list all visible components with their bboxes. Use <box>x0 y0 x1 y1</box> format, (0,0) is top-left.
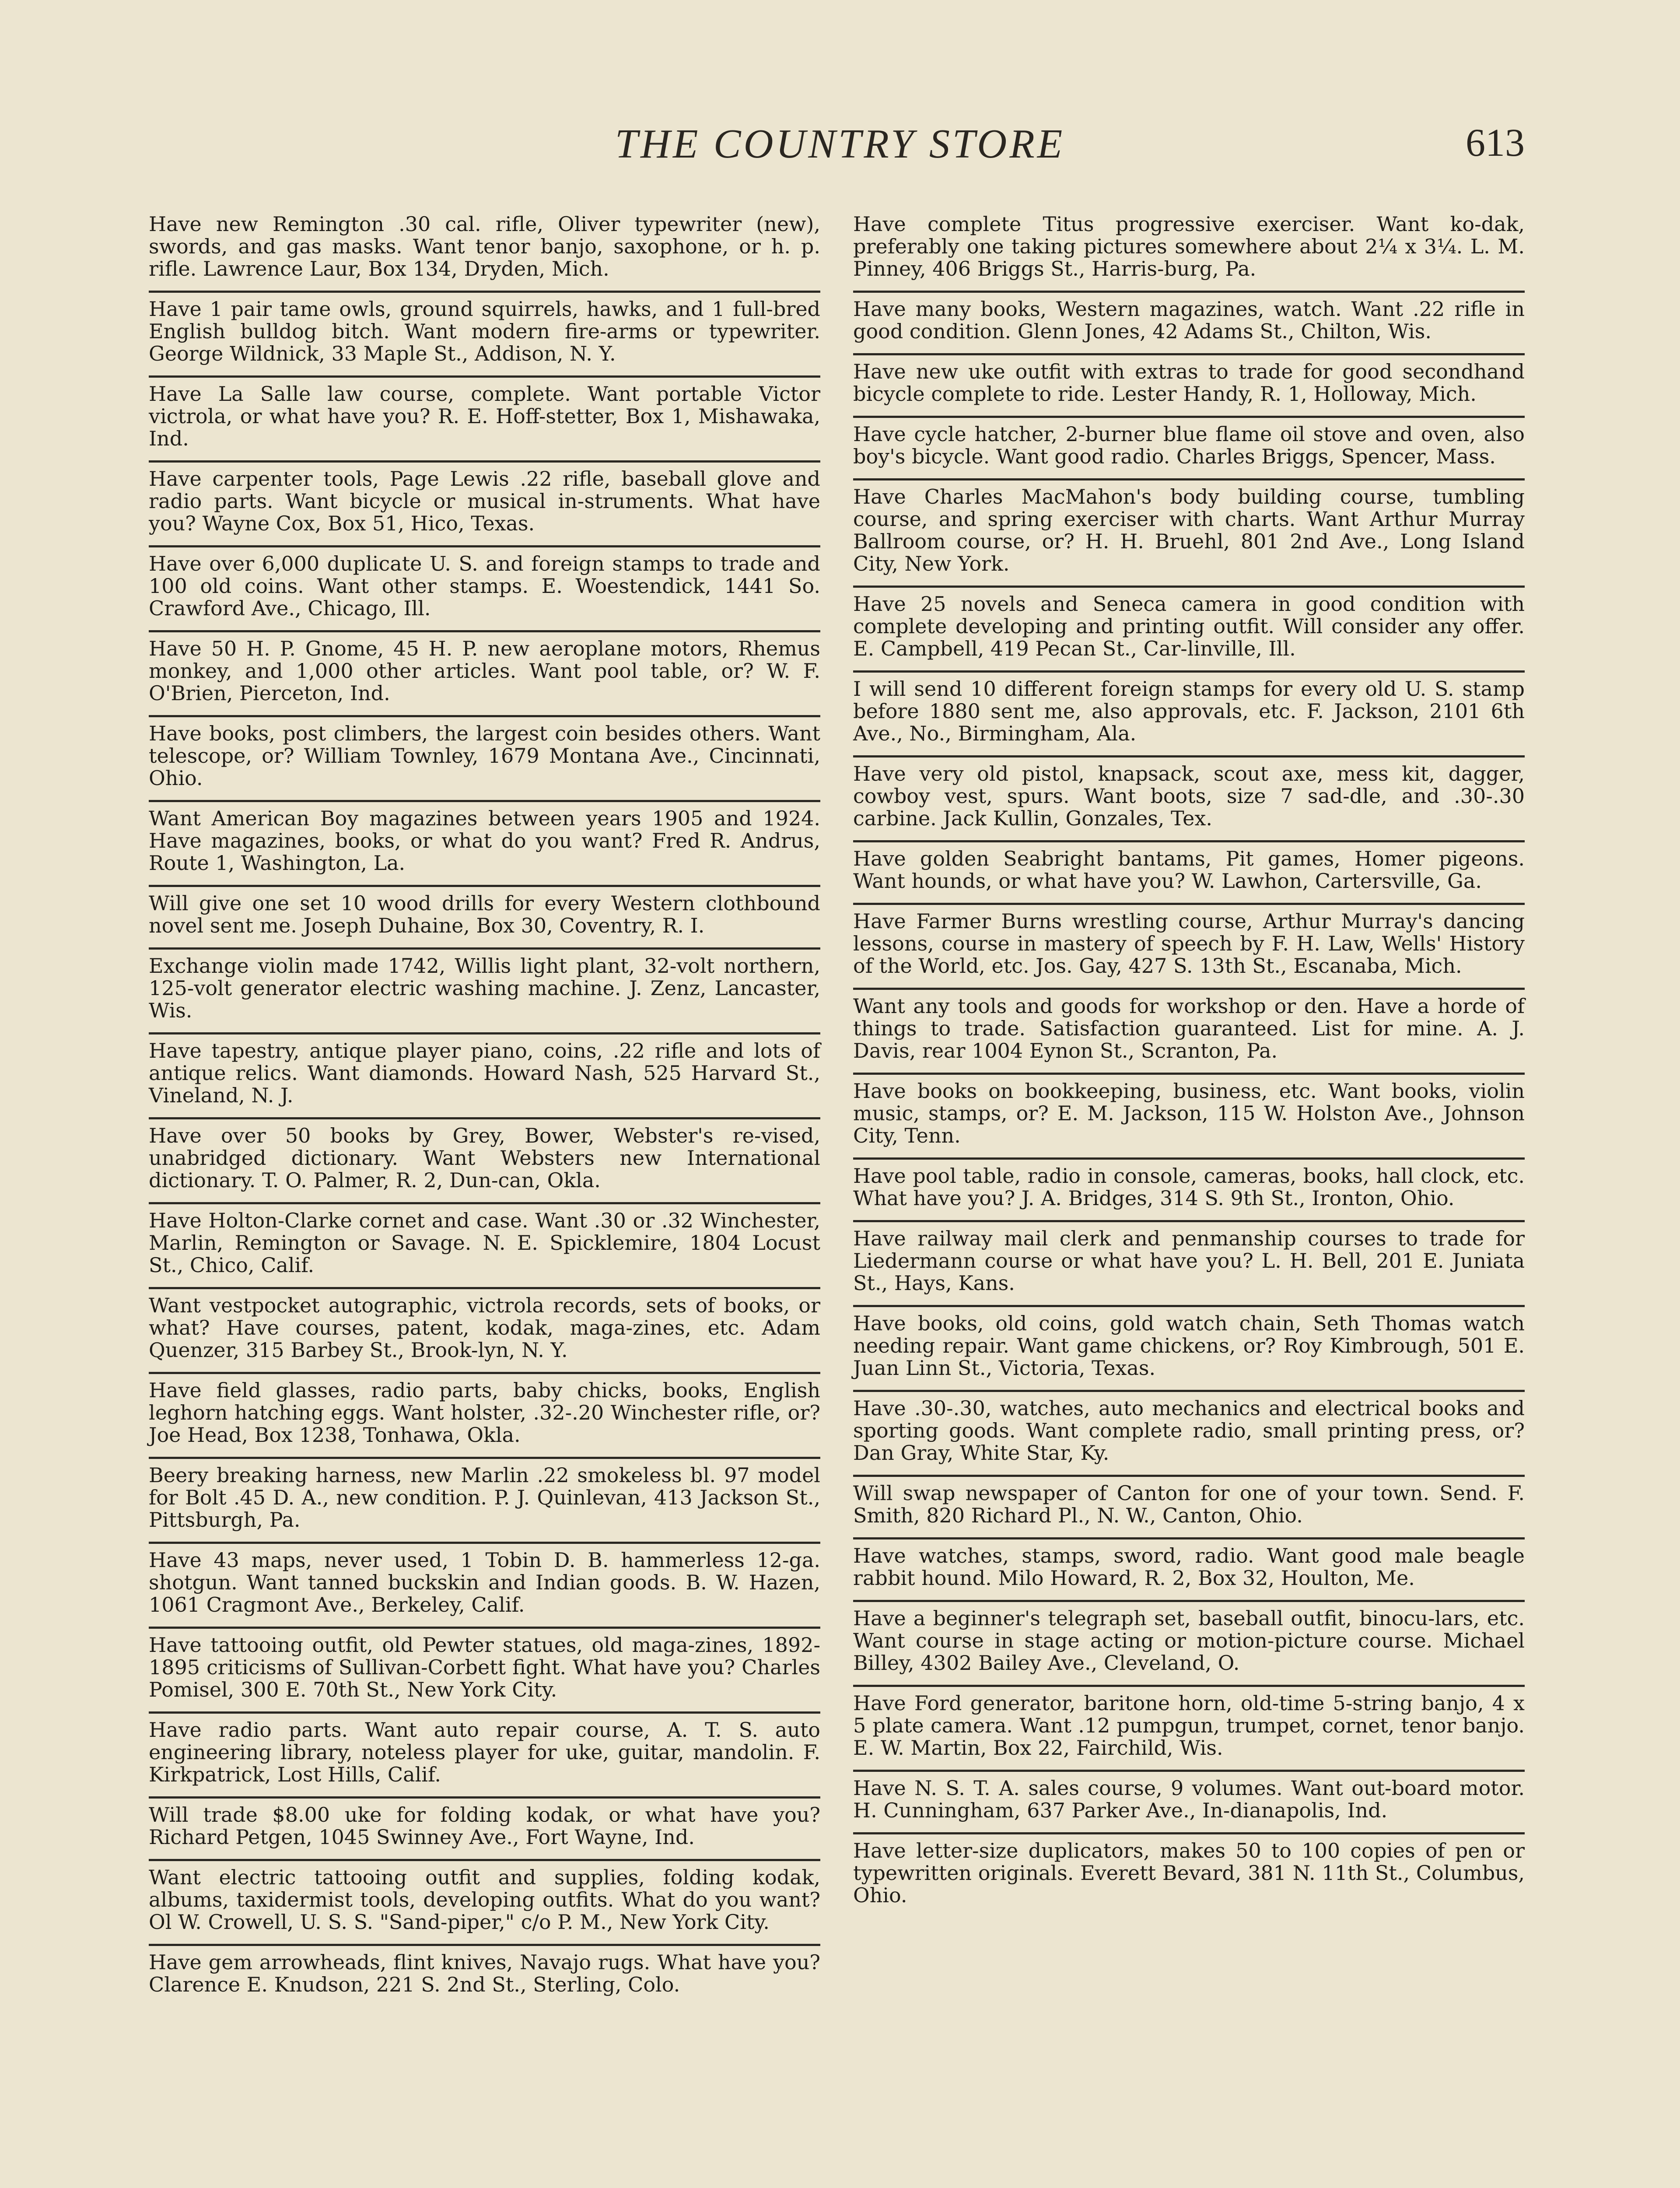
classified-ad: Have .30-.30, watches, auto mechanics and electrical books and sporting goods. Want complete radio, small printing press, or? Dan Gray, White Star, Ky. <box>853 1392 1525 1477</box>
classified-ad: Have N. S. T. A. sales course, 9 volumes. Want out-board motor. H. Cunningham, 637 Parker Ave., In-dianapolis, Ind. <box>853 1772 1525 1834</box>
classified-ad: Have complete Titus progressive exerciser. Want ko-dak, preferably one taking pictures somewhere about 2¼ x 3¼. L. M. Pinney, 406 Briggs St., Harris-burg, Pa. <box>853 208 1525 293</box>
classified-ad: Want electric tattooing outfit and supplies, folding kodak, albums, taxidermist tools, developing outfits. What do you want? Ol W. Crowell, U. S. S. "Sand-piper," c/o P. M., New York City. <box>149 1861 820 1946</box>
classified-ad: I will send 10 different foreign stamps for every old U. S. stamp before 1880 sent me, also approvals, etc. F. Jackson, 2101 6th Ave., No., Birmingham, Ala. <box>853 673 1525 757</box>
classified-ad: Exchange violin made 1742, Willis light plant, 32-volt northern, 125-volt generator electric washing machine. J. Zenz, Lancaster, Wis. <box>149 950 820 1034</box>
classified-ad: Have books, old coins, gold watch chain, Seth Thomas watch needing repair. Want game chickens, or? Roy Kimbrough, 501 E. Juan Linn St., Victoria, Texas. <box>853 1307 1525 1392</box>
classified-ad: Have books on bookkeeping, business, etc. Want books, violin music, stamps, or? E. M. Jackson, 115 W. Holston Ave., Johnson City, Tenn. <box>853 1075 1525 1160</box>
page-header <box>0 120 1680 186</box>
classified-ad: Have Farmer Burns wrestling course, Arthur Murray's dancing lessons, course in mastery of speech by F. H. Law, Wells' History of the World, etc. Jos. Gay, 427 S. 13th St., Escanaba, Mich. <box>853 905 1525 990</box>
classified-ad: Have over 6,000 duplicate U. S. and foreign stamps to trade and 100 old coins. Want other stamps. E. Woestendick, 1441 So. Crawford Ave., Chicago, Ill. <box>149 547 820 632</box>
classified-ad: Have golden Seabright bantams, Pit games, Homer pigeons. Want hounds, or what have you? W. Lawhon, Cartersville, Ga. <box>853 842 1525 905</box>
classified-ad: Have pool table, radio in console, cameras, books, hall clock, etc. What have you? J. A. Bridges, 314 S. 9th St., Ironton, Ohio. <box>853 1160 1525 1222</box>
classified-ad: Have carpenter tools, Page Lewis .22 rifle, baseball glove and radio parts. Want bicycle or musical in-struments. What have you? Wayne Cox, Box 51, Hico, Texas. <box>149 463 820 547</box>
classified-ad: Have 1 pair tame owls, ground squirrels, hawks, and 1 full-bred English bulldog bitch. Want modern fire-arms or typewriter. George Wildnick, 33 Maple St., Addison, N. Y. <box>149 293 820 378</box>
classified-ad: Will swap newspaper of Canton for one of your town. Send. F. Smith, 820 Richard Pl., N. W., Canton, Ohio. <box>853 1477 1525 1539</box>
classified-ad: Want American Boy magazines between years 1905 and 1924. Have magazines, books, or what do you want? Fred R. Andrus, Route 1, Washington, La. <box>149 802 820 887</box>
classified-ad: Have a beginner's telegraph set, baseball outfit, binocu-lars, etc. Want course in stage acting or motion-picture course. Michael Billey, 4302 Bailey Ave., Cleveland, O. <box>853 1602 1525 1687</box>
classified-ad: Have radio parts. Want auto repair course, A. T. S. auto engineering library, noteless player for uke, guitar, mandolin. F. Kirkpatrick, Lost Hills, Calif. <box>149 1714 820 1799</box>
classified-ad: Have tapestry, antique player piano, coins, .22 rifle and lots of antique relics. Want diamonds. Howard Nash, 525 Harvard St., Vineland, N. J. <box>149 1034 820 1119</box>
classified-ad: Have over 50 books by Grey, Bower, Webster's re-vised, unabridged dictionary. Want Websters new International dictionary. T. O. Palmer, R. 2, Dun-can, Okla. <box>149 1119 820 1204</box>
classified-ad: Have 43 maps, never used, 1 Tobin D. B. hammerless 12-ga. shotgun. Want tanned buckskin and Indian goods. B. W. Hazen, 1061 Cragmont Ave., Berkeley, Calif. <box>149 1544 820 1629</box>
page-number: 613 <box>1466 121 1525 165</box>
classified-ad: Have watches, stamps, sword, radio. Want good male beagle rabbit hound. Milo Howard, R. 2, Box 32, Houlton, Me. <box>853 1539 1525 1602</box>
classified-ad: Have tattooing outfit, old Pewter statues, old maga-zines, 1892-1895 criticisms of Sullivan-Corbett fight. What have you? Charles Pomisel, 300 E. 70th St., New York City. <box>149 1629 820 1714</box>
classified-ad: Will trade $8.00 uke for folding kodak, or what have you? Richard Petgen, 1045 Swinney Ave., Fort Wayne, Ind. <box>149 1799 820 1861</box>
classified-ad: Want any tools and goods for workshop or den. Have a horde of things to trade. Satisfaction guaranteed. List for mine. A. J. Davis, rear 1004 Eynon St., Scranton, Pa. <box>853 990 1525 1075</box>
classified-ad: Have Charles MacMahon's body building course, tumbling course, and spring exerciser with charts. Want Arthur Murray Ballroom course, or? H. H. Bruehl, 801 2nd Ave., Long Island City, New York. <box>853 480 1525 588</box>
classified-ad: Have books, post climbers, the largest coin besides others. Want telescope, or? William Townley, 1679 Montana Ave., Cincinnati, Ohio. <box>149 717 820 802</box>
left-column <box>149 208 820 2006</box>
classified-ad: Have gem arrowheads, flint knives, Navajo rugs. What have you? Clarence E. Knudson, 221 S. 2nd St., Sterling, Colo. <box>149 1950 820 1996</box>
classified-ad: Have railway mail clerk and penmanship courses to trade for Liedermann course or what have you? L. H. Bell, 201 E. Juniata St., Hays, Kans. <box>853 1222 1525 1307</box>
classified-ad: Have many books, Western magazines, watch. Want .22 rifle in good condition. Glenn Jones, 42 Adams St., Chilton, Wis. <box>853 293 1525 355</box>
running-title: THE COUNTRY STORE <box>615 121 1065 167</box>
classified-ad: Have letter-size duplicators, makes 50 to 100 copies of pen or typewritten originals. Everett Bevard, 381 N. 11th St., Columbus, Ohio. <box>853 1839 1525 1907</box>
classified-ad: Want vestpocket autographic, victrola records, sets of books, or what? Have courses, patent, kodak, maga-zines, etc. Adam Quenzer, 315 Barbey St., Brook-lyn, N. Y. <box>149 1289 820 1374</box>
classified-ad: Have field glasses, radio parts, baby chicks, books, English leghorn hatching eggs. Want holster, .32-.20 Winchester rifle, or? Joe Head, Box 1238, Tonhawa, Okla. <box>149 1374 820 1459</box>
right-column <box>853 208 1525 1917</box>
classified-ad: Will give one set 10 wood drills for every Western clothbound novel sent me. Joseph Duhaine, Box 30, Coventry, R. I. <box>149 887 820 950</box>
classified-ad: Have cycle hatcher, 2-burner blue flame oil stove and oven, also boy's bicycle. Want good radio. Charles Briggs, Spencer, Mass. <box>853 418 1525 480</box>
classified-ad: Have Ford generator, baritone horn, old-time 5-string banjo, 4 x 5 plate camera. Want .12 pumpgun, trumpet, cornet, tenor banjo. E. W. Martin, Box 22, Fairchild, Wis. <box>853 1687 1525 1772</box>
classified-ad: Beery breaking harness, new Marlin .22 smokeless bl. 97 model for Bolt .45 D. A., new condition. P. J. Quinlevan, 413 Jackson St., Pittsburgh, Pa. <box>149 1459 820 1544</box>
classified-ad: Have 50 H. P. Gnome, 45 H. P. new aeroplane motors, Rhemus monkey, and 1,000 other articles. Want pool table, or? W. F. O'Brien, Pierceton, Ind. <box>149 632 820 717</box>
classified-ad: Have 25 novels and Seneca camera in good condition with complete developing and printing outfit. Will consider any offer. E. Campbell, 419 Pecan St., Car-linville, Ill. <box>853 588 1525 673</box>
classified-ad: Have new Remington .30 cal. rifle, Oliver typewriter (new), swords, and gas masks. Want tenor banjo, saxophone, or h. p. rifle. Lawrence Laur, Box 134, Dryden, Mich. <box>149 208 820 293</box>
classified-ad: Have very old pistol, knapsack, scout axe, mess kit, dagger, cowboy vest, spurs. Want boots, size 7 sad-dle, and .30-.30 carbine. Jack Kullin, Gonzales, Tex. <box>853 757 1525 842</box>
classified-ad: Have La Salle law course, complete. Want portable Victor victrola, or what have you? R. E. Hoff-stetter, Box 1, Mishawaka, Ind. <box>149 378 820 463</box>
classified-ad: Have new uke outfit with extras to trade for good secondhand bicycle complete to ride. Lester Handy, R. 1, Holloway, Mich. <box>853 355 1525 418</box>
classified-ad: Have Holton-Clarke cornet and case. Want .30 or .32 Winchester, Marlin, Remington or Savage. N. E. Spicklemire, 1804 Locust St., Chico, Calif. <box>149 1204 820 1289</box>
